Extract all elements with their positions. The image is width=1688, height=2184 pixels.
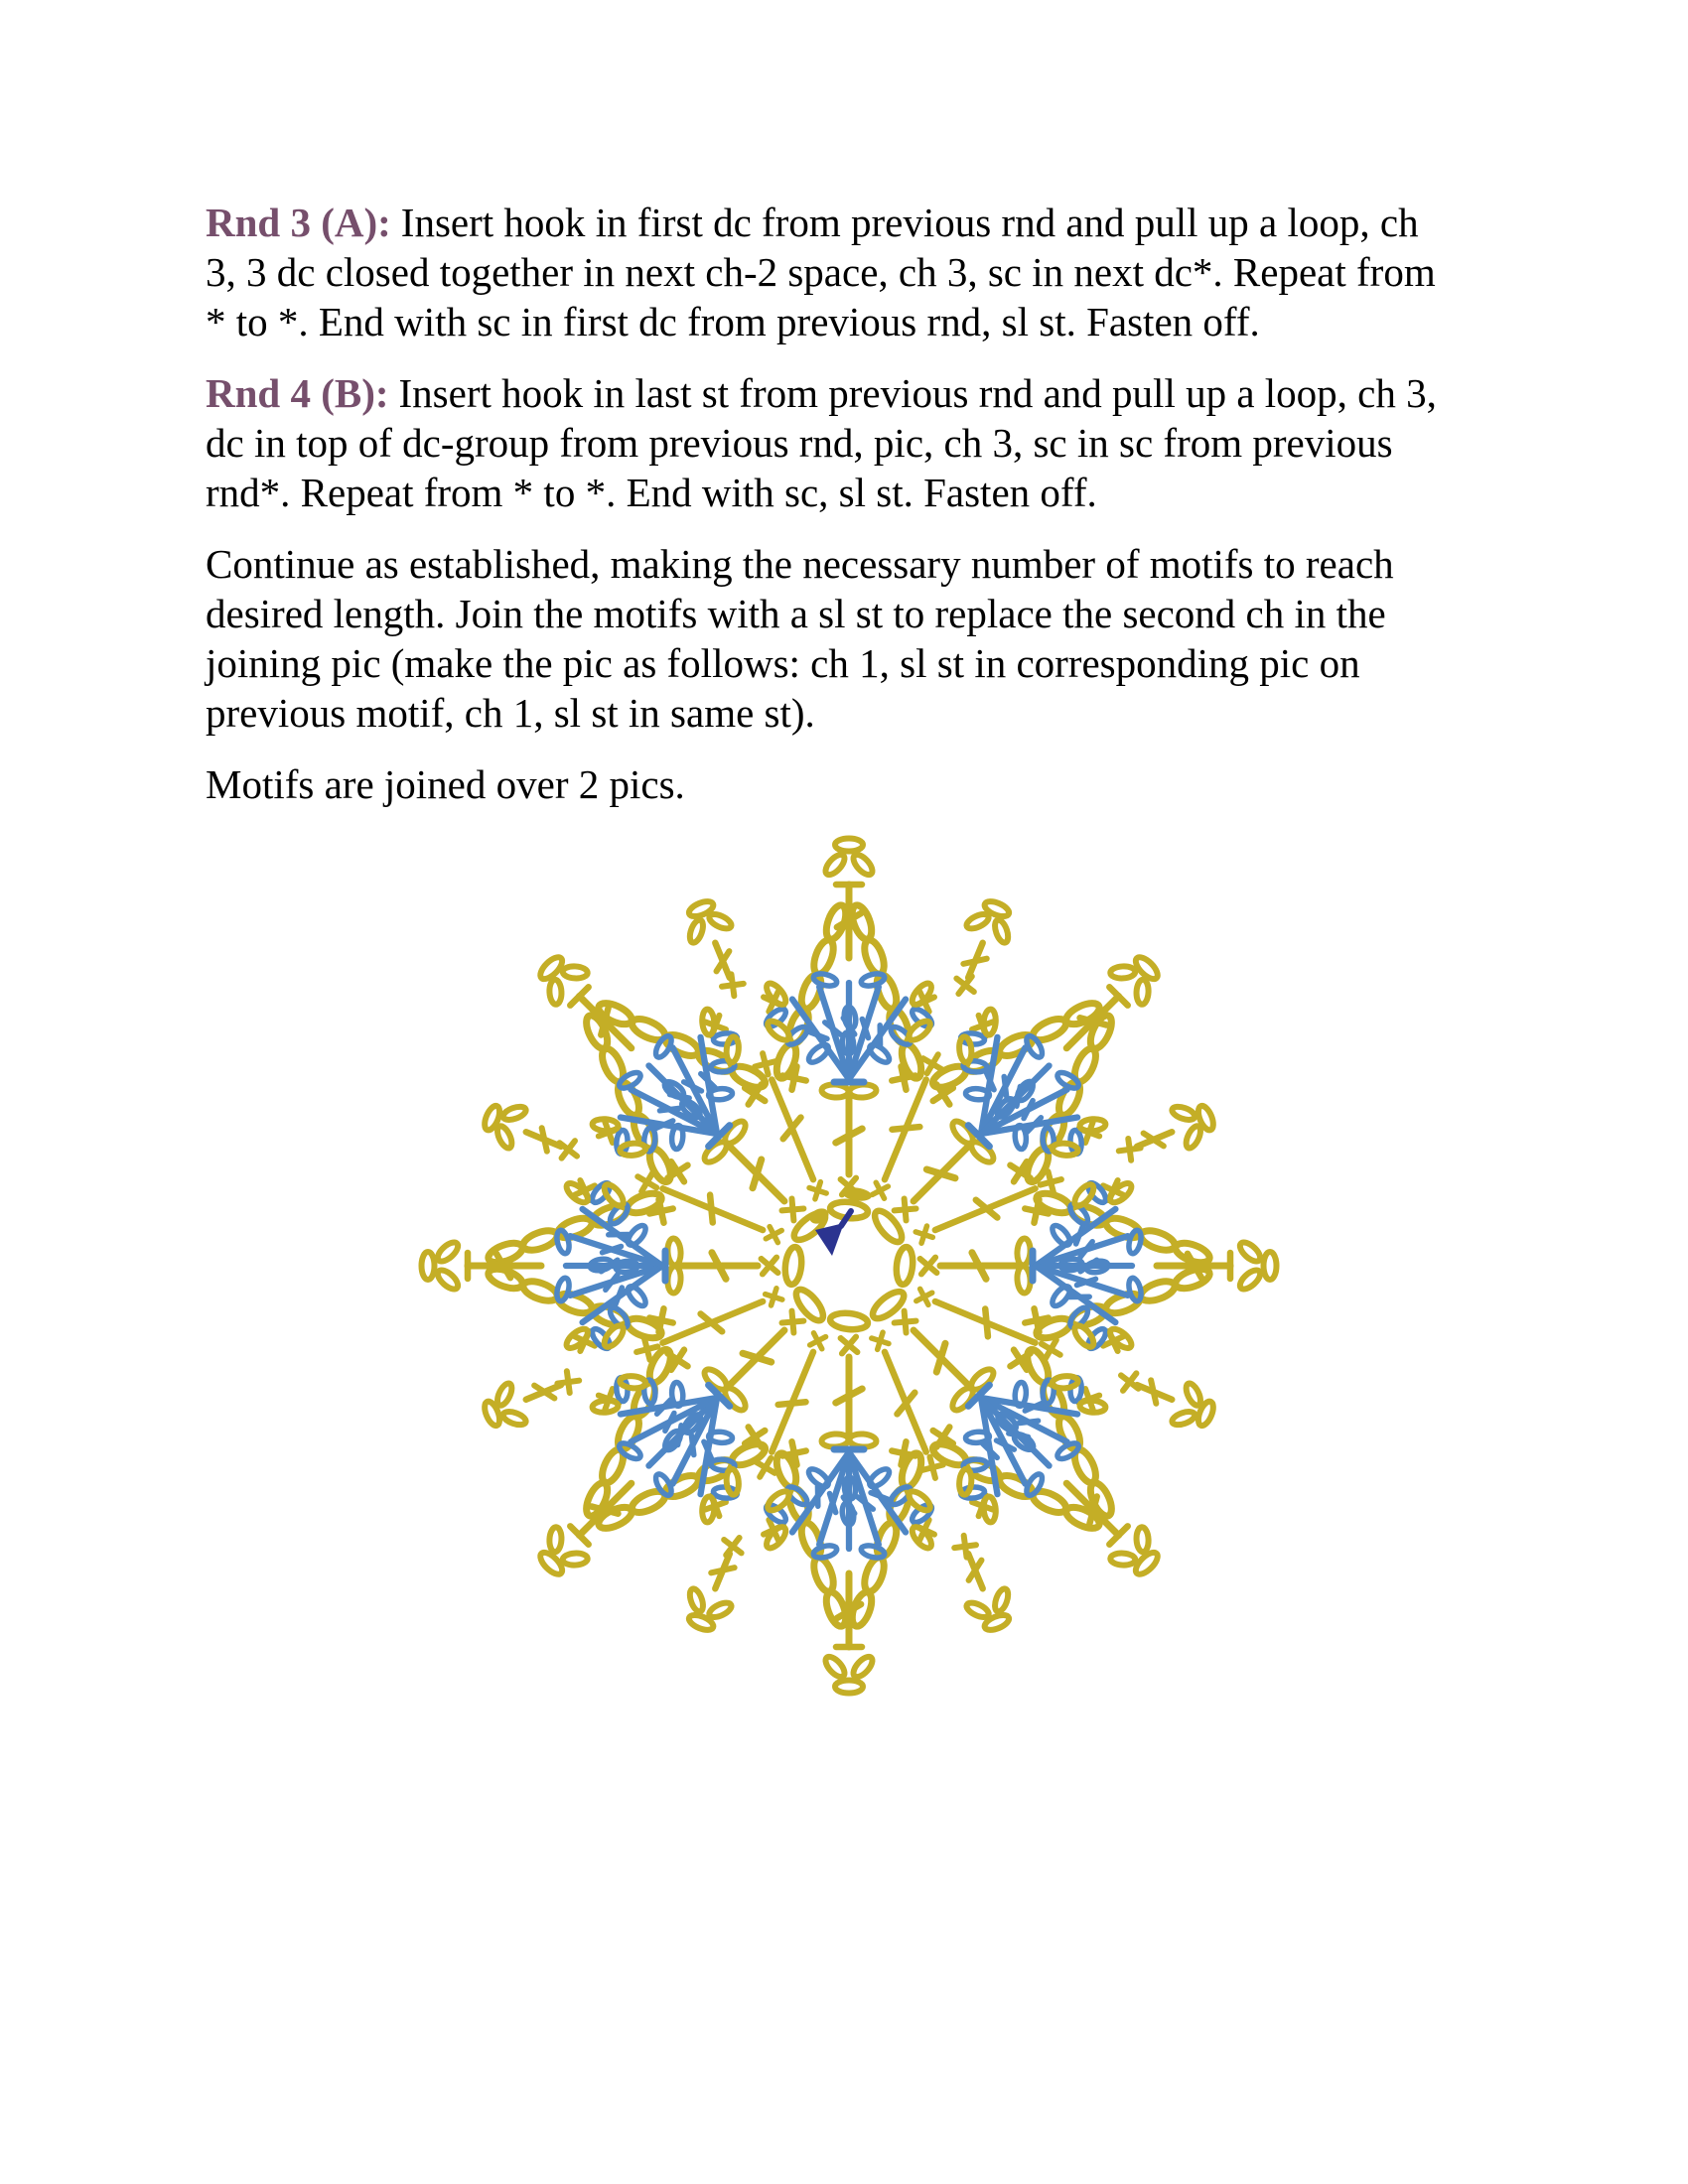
star-point: [821, 1238, 1212, 1629]
text-line: Continue as established, making the necessary number of motifs to reach: [206, 541, 1394, 587]
text-line: previous motif, ch 1, sl st in same st).: [206, 690, 815, 736]
star-point: [487, 1238, 878, 1629]
star-point: [487, 903, 878, 1295]
text-line: desired length. Join the motifs with a sl st to replace the second ch in the: [206, 591, 1386, 636]
text-line: 3, 3 dc closed together in next ch-2 space, ch 3, sc in next dc*. Repeat from: [206, 249, 1436, 295]
text-line: * to *. End with sc in first dc from previous rnd, sl st. Fasten off.: [206, 299, 1260, 344]
star-point: [821, 903, 1212, 1295]
rnd-3-label: Rnd 3 (A):: [206, 200, 391, 245]
paragraph-joining-note: [206, 759, 1526, 809]
crochet-motif-diagram: [397, 822, 1291, 1715]
text-line: rnd*. Repeat from * to *. End with sc, sl st. Fasten off.: [206, 470, 1097, 515]
paragraph-rnd-3: [206, 198, 1526, 346]
text-line: [206, 198, 1526, 247]
pattern-instructions: [206, 198, 1526, 831]
paragraph-rnd-4: [206, 368, 1526, 517]
star-motif-chart: [397, 822, 1291, 1715]
text-line: joining pic (make the pic as follows: ch 1, sl st in corresponding pic on: [206, 640, 1360, 686]
rnd-4-label: Rnd 4 (B):: [206, 370, 389, 416]
text-line: dc in top of dc-group from previous rnd, pic, ch 3, sc in sc from previous: [206, 420, 1393, 466]
text-run: Insert hook in last st from previous rnd and pull up a loop, ch 3,: [398, 370, 1437, 416]
text-line: Motifs are joined over 2 pics.: [206, 761, 685, 807]
text-line: [206, 368, 1526, 418]
text-run: Insert hook in first dc from previous rnd and pull up a loop, ch: [400, 200, 1419, 245]
paragraph-continue: [206, 539, 1526, 738]
